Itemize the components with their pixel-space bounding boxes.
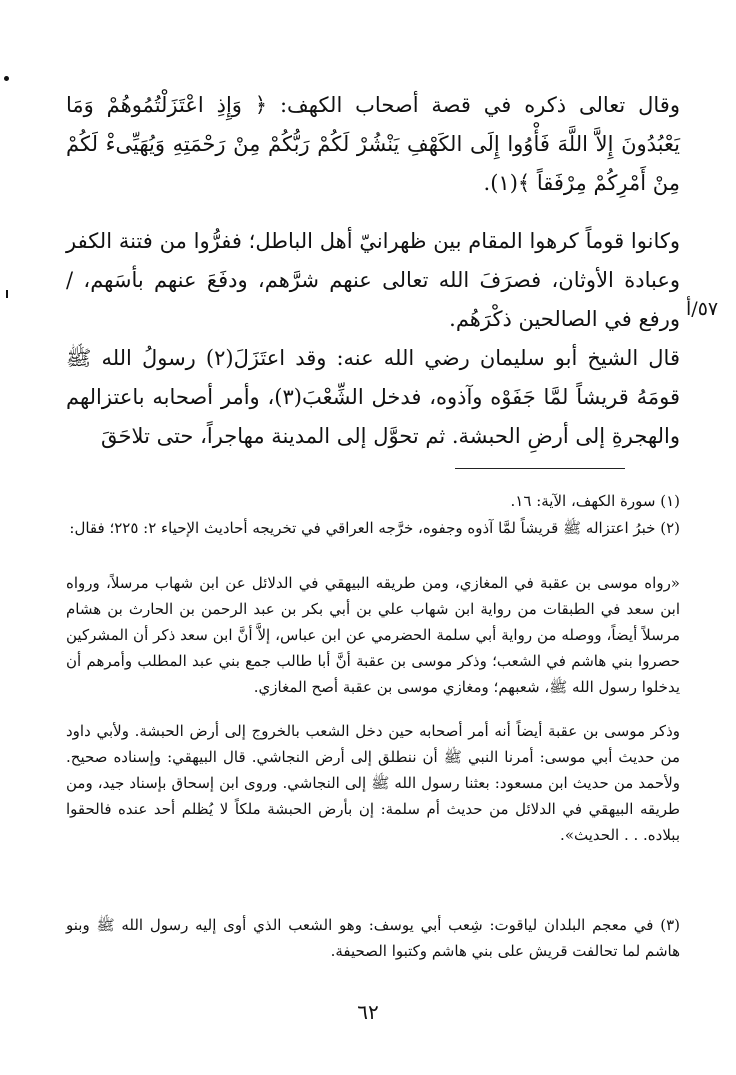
footnote-2-intro: (٢) خبرُ اعتزاله ﷺ قريشاً لمَّا آذوه وجفوه، خرَّجه العراقي في تخريجه أحاديث الإحياء ٢: ٢٢٥؛ فقال:: [69, 519, 680, 537]
footnote-3: (٣) في معجم البلدان لياقوت: شِعب أبي يوسف: وهو الشعب الذي أوى إليه رسول الله ﷺ وبنو هاشم لما تحالفت قريش على بني هاشم وكتبوا الصحيفة.: [66, 916, 680, 960]
footnote-separator: [455, 468, 625, 469]
margin-folio-note: ٥٧/أ: [686, 298, 719, 320]
footnote-2-quote-part-2: وذكر موسى بن عقبة أيضاً أنه أمر أصحابه حين دخل الشعب بالخروج إلى أرض الحبشة. ولأبي داود من حديث أبي موسى: أمرنا النبي ﷺ أن ننطلق إلى أرض النجاشي. قال البيهقي: وإسناده صحيح. ولأحمد من حديث ابن مسعود: بعثنا رسول الله ﷺ إلى النجاشي. وروى ابن إسحاق بإسناد جيد، ومن طريقه البيهقي في الدلائل من حديث أم سلمة: إن بأرض الحبشة ملكاً لا يُظلم أحد عنده فالحقوا ببلاده. . . الحديث».: [66, 722, 680, 844]
page-number: ٦٢: [357, 1000, 379, 1024]
paragraph-3: قال الشيخ أبو سليمان رضي الله عنه: وقد اعتَزَلَ(٢) رسولُ الله ﷺ قومَهُ قريشاً لمَّا جَفَوْه وآذوه، فدخل الشِّعْبَ(٣)، وأمر أصحابه باعتزالهم والهجرةِ إلى أرضِ الحبشة. ثم تحوَّل إلى المدينة مهاجراً، حتى تلاحَقَ: [66, 346, 680, 448]
scan-mark: [4, 76, 9, 81]
footnote-1: (١) سورة الكهف، الآية: ١٦.: [510, 492, 680, 510]
footnote-2-quote-part-1: «رواه موسى بن عقبة في المغازي، ومن طريقه البيهقي في الدلائل عن ابن شهاب مرسلاً، ورواه ابن سعد في الطبقات من رواية ابن شهاب علي بن أبي بكر بن عبد الرحمن بن الحارث بن هشام مرسلاً أيضاً، ووصله من رواية أبي سلمة الحضرمي عن ابن عباس، إلاَّ أنَّ ابن سعد ذكر أن المشركين حصروا بني هاشم في الشعب؛ وذكر موسى بن عقبة أنَّ أبا طالب جمع بني عبد المطلب وأمرهم أن يدخلوا رسول الله ﷺ، شعبهم؛ ومغازي موسى بن عقبة أصح المغازي.: [66, 574, 680, 696]
scan-mark: [6, 290, 8, 298]
paragraph-1: وقال تعالى ذكره في قصة أصحاب الكهف: ﴿ وَإِذِ اعْتَزَلْتُمُوهُمْ وَمَا يَعْبُدُونَ إِلاَّ اللَّهَ فَأْوُوا إِلَى الكَهْفِ يَنْشُرْ لَكُمْ رَبُّكُمْ مِنْ رَحْمَتِهِ وَيُهَيِّىءْ لَكُمْ مِنْ أَمْرِكُمْ مِرْفَقاً ﴾(١).: [66, 93, 680, 195]
paragraph-2: وكانوا قوماً كرهوا المقام بين ظهرانيّ أهل الباطل؛ ففرُّوا من فتنة الكفر وعبادة الأوثان، فصرَفَ الله تعالى عنهم شرَّهم، ودفَعَ عنهم بأسَهم، / ورفع في الصالحين ذكْرَهُم.: [66, 229, 680, 331]
